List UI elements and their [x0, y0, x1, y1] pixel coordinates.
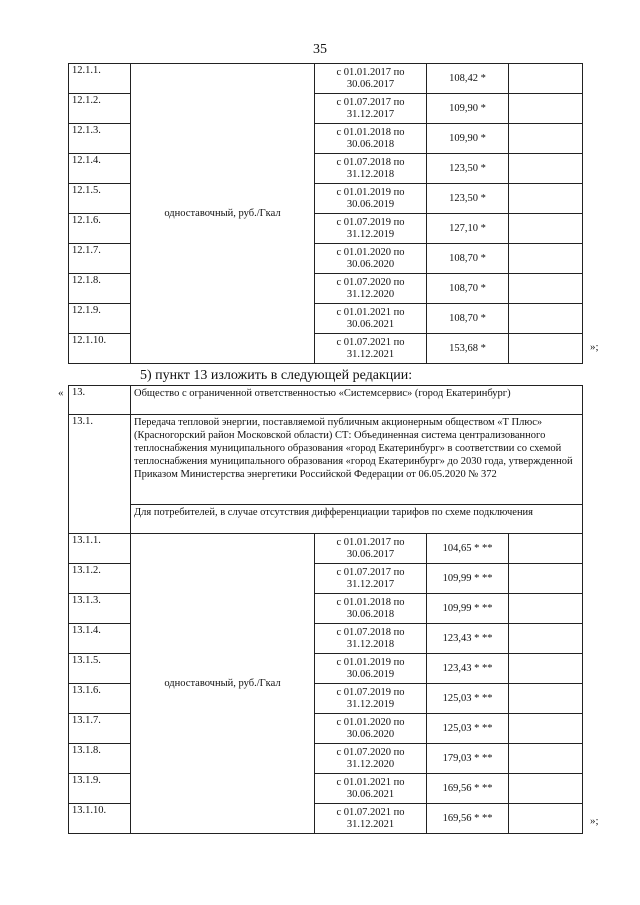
tariff-table-13 — [68, 385, 583, 834]
tariff-value: 169,56 * ** — [427, 774, 509, 804]
period-cell: с 01.07.2018 по 31.12.2018 — [315, 624, 427, 654]
row-number: 13.1.6. — [69, 684, 131, 714]
row-number: 13.1.5. — [69, 654, 131, 684]
page-number: 35 — [313, 42, 327, 57]
period-cell: с 01.07.2019 по 31.12.2019 — [315, 684, 427, 714]
period-cell: с 01.01.2021 по 30.06.2021 — [315, 304, 427, 334]
org-row — [69, 386, 583, 415]
row-number: 12.1.1. — [69, 64, 131, 94]
empty-cell — [509, 304, 583, 334]
empty-cell — [509, 94, 583, 124]
tariff-value: 125,03 * ** — [427, 714, 509, 744]
empty-cell — [509, 274, 583, 304]
row-number: 12.1.10. — [69, 334, 131, 364]
empty-cell — [509, 744, 583, 774]
period-cell: с 01.01.2019 по 30.06.2019 — [315, 184, 427, 214]
period-cell: с 01.01.2020 по 30.06.2020 — [315, 714, 427, 744]
empty-cell — [509, 684, 583, 714]
tariff-value: 123,43 * ** — [427, 624, 509, 654]
empty-cell — [509, 244, 583, 274]
row-number: 13.1.3. — [69, 594, 131, 624]
tariff-value: 109,99 * ** — [427, 564, 509, 594]
row-number: 12.1.3. — [69, 124, 131, 154]
empty-cell — [509, 594, 583, 624]
tariff-value: 179,03 * ** — [427, 744, 509, 774]
rate-type: одноставочный, руб./Гкал — [131, 64, 315, 364]
row-number: 12.1.7. — [69, 244, 131, 274]
tariff-value: 108,70 * — [427, 304, 509, 334]
period-cell: с 01.07.2020 по 31.12.2020 — [315, 744, 427, 774]
row-number: 13.1.9. — [69, 774, 131, 804]
tariff-table-12 — [68, 63, 583, 364]
empty-cell — [509, 624, 583, 654]
service-row — [69, 415, 583, 505]
service-num: 13.1. — [69, 415, 131, 534]
closing-mark-2: »; — [590, 815, 599, 827]
tariff-value: 104,65 * ** — [427, 534, 509, 564]
empty-cell — [509, 564, 583, 594]
tariff-value: 123,50 * — [427, 184, 509, 214]
tariff-value: 123,50 * — [427, 154, 509, 184]
empty-cell — [509, 714, 583, 744]
period-cell: с 01.01.2018 по 30.06.2018 — [315, 594, 427, 624]
period-cell: с 01.01.2018 по 30.06.2018 — [315, 124, 427, 154]
row-number: 13.1.10. — [69, 804, 131, 834]
empty-cell — [509, 214, 583, 244]
closing-mark-1: »; — [590, 341, 599, 353]
row-number: 12.1.6. — [69, 214, 131, 244]
tariff-row — [69, 64, 583, 94]
row-number: 13.1.1. — [69, 534, 131, 564]
row-number: 13.1.8. — [69, 744, 131, 774]
empty-cell — [509, 534, 583, 564]
tariff-value: 123,43 * ** — [427, 654, 509, 684]
row-number: 13.1.7. — [69, 714, 131, 744]
tariff-value: 108,70 * — [427, 274, 509, 304]
period-cell: с 01.07.2017 по 31.12.2017 — [315, 94, 427, 124]
section-heading: 5) пункт 13 изложить в следующей редакции: — [140, 368, 413, 383]
tariff-value: 108,42 * — [427, 64, 509, 94]
org-num: 13. — [69, 386, 131, 415]
tariff-value: 169,56 * ** — [427, 804, 509, 834]
empty-cell — [509, 804, 583, 834]
tariff-table-13-body — [69, 386, 583, 834]
period-cell: с 01.07.2018 по 31.12.2018 — [315, 154, 427, 184]
consumers-note: Для потребителей, в случае отсутствия дифференциации тарифов по схеме подключения — [131, 505, 583, 534]
period-cell: с 01.07.2021 по 31.12.2021 — [315, 334, 427, 364]
period-cell: с 01.01.2019 по 30.06.2019 — [315, 654, 427, 684]
tariff-value: 109,99 * ** — [427, 594, 509, 624]
tariff-value: 109,90 * — [427, 94, 509, 124]
org-name: Общество с ограниченной ответственностью «Системсервис» (город Екатеринбург) — [131, 386, 583, 415]
tariff-value: 125,03 * ** — [427, 684, 509, 714]
tariff-value: 108,70 * — [427, 244, 509, 274]
tariff-value: 153,68 * — [427, 334, 509, 364]
row-number: 12.1.9. — [69, 304, 131, 334]
period-cell: с 01.07.2020 по 31.12.2020 — [315, 274, 427, 304]
empty-cell — [509, 334, 583, 364]
period-cell: с 01.07.2021 по 31.12.2021 — [315, 804, 427, 834]
tariff-row — [69, 534, 583, 564]
empty-cell — [509, 154, 583, 184]
row-number: 12.1.4. — [69, 154, 131, 184]
period-cell: с 01.07.2017 по 31.12.2017 — [315, 564, 427, 594]
row-number: 12.1.8. — [69, 274, 131, 304]
period-cell: с 01.07.2019 по 31.12.2019 — [315, 214, 427, 244]
consumers-row — [69, 505, 583, 534]
row-number: 12.1.2. — [69, 94, 131, 124]
row-number: 12.1.5. — [69, 184, 131, 214]
empty-cell — [509, 654, 583, 684]
tariff-value: 127,10 * — [427, 214, 509, 244]
empty-cell — [509, 184, 583, 214]
empty-cell — [509, 64, 583, 94]
tariff-table-12-body — [69, 64, 583, 364]
period-cell: с 01.01.2020 по 30.06.2020 — [315, 244, 427, 274]
period-cell: с 01.01.2017 по 30.06.2017 — [315, 534, 427, 564]
empty-cell — [509, 124, 583, 154]
empty-cell — [509, 774, 583, 804]
period-cell: с 01.01.2017 по 30.06.2017 — [315, 64, 427, 94]
row-number: 13.1.4. — [69, 624, 131, 654]
rate-type: одноставочный, руб./Гкал — [131, 534, 315, 834]
service-desc: Передача тепловой энергии, поставляемой публичным акционерным обществом «Т Плюс» (Красногорский район Московской области) СТ: Объединенная система централизованного теплоснабжения муниципального образования «город Екатеринбург» в соответствии со схемой теплоснабжения муниципального образования «город Екатеринбург» до 2030 года, утвержденной Приказом Министерства энергетики Российской Федерации от 06.05.2020 № 372 — [131, 415, 583, 505]
period-cell: с 01.01.2021 по 30.06.2021 — [315, 774, 427, 804]
opening-quote: « — [58, 387, 64, 399]
tariff-value: 109,90 * — [427, 124, 509, 154]
row-number: 13.1.2. — [69, 564, 131, 594]
